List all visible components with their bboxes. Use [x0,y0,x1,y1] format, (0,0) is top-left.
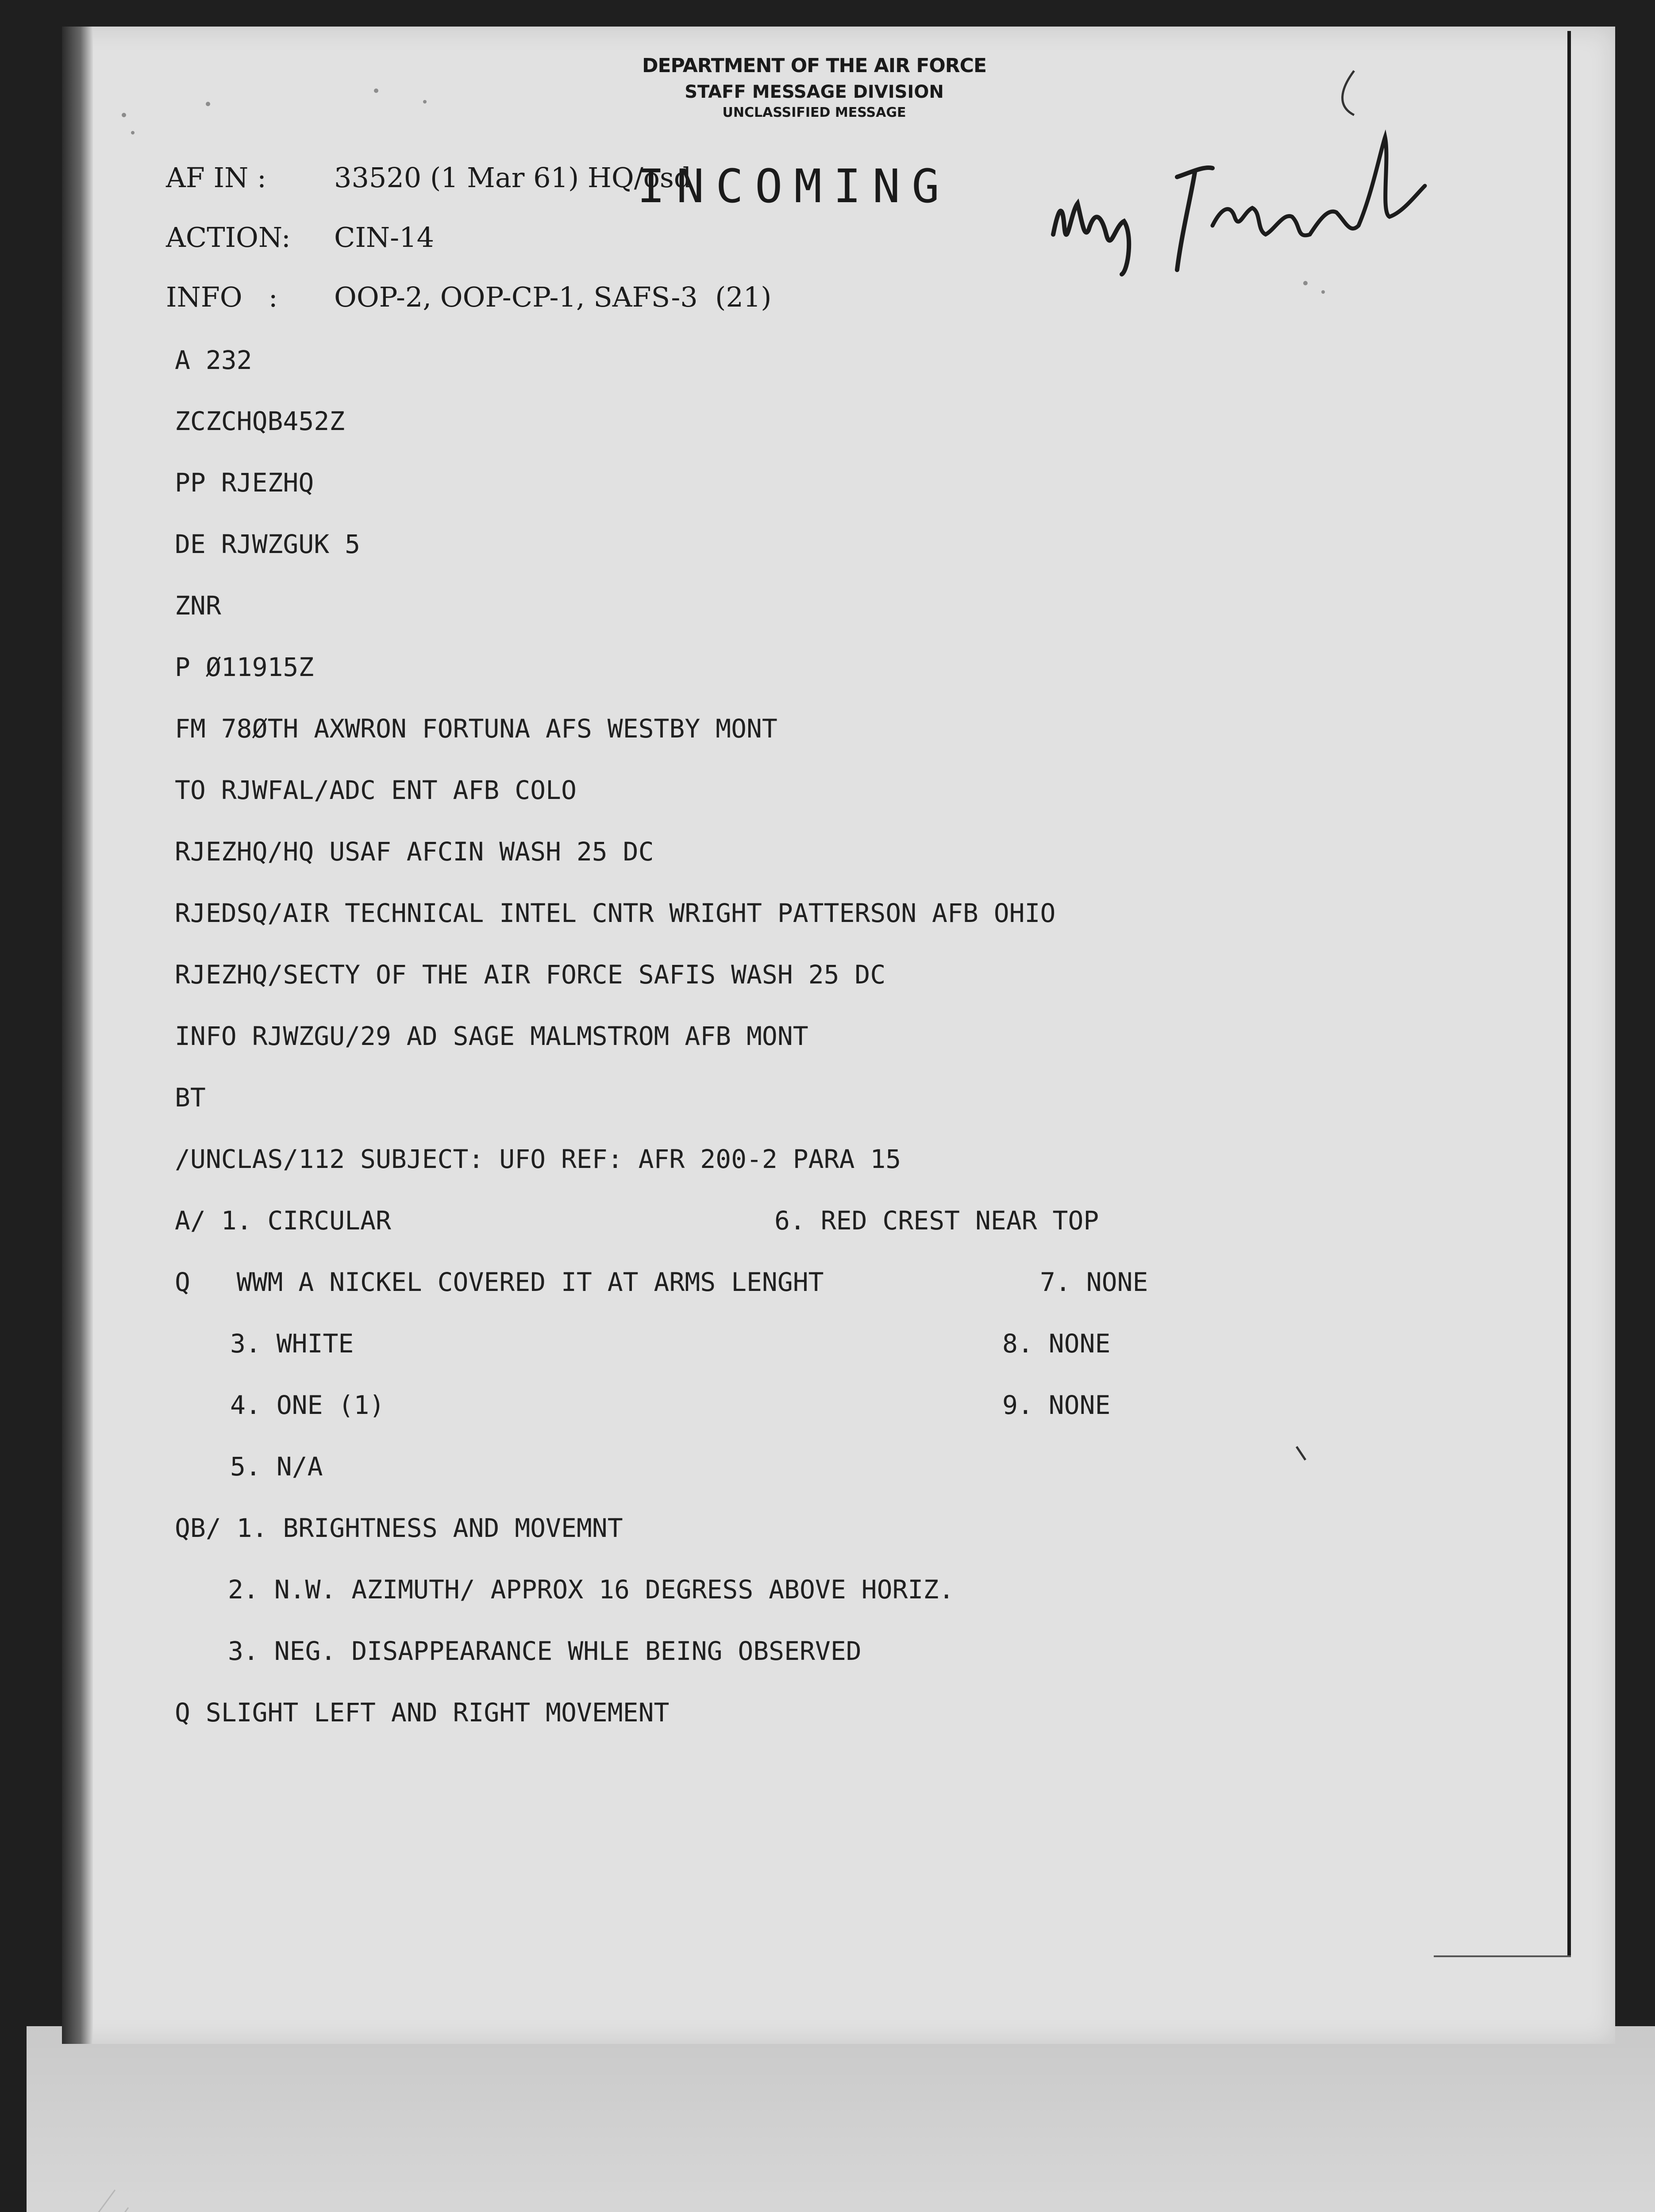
answer-a7: 7. NONE [1040,1267,1148,1297]
routing-line: FM 78ØTH AXWRON FORTUNA AFS WESTBY MONT [175,714,777,744]
department-title: DEPARTMENT OF THE AIR FORCE [642,54,987,77]
answer-a1: A/ 1. CIRCULAR [175,1206,391,1236]
routing-line: INFO RJWZGU/29 AD SAGE MALMSTROM AFB MONT [175,1021,808,1051]
handwritten-signature [1044,124,1434,310]
answer-b1: QB/ 1. BRIGHTNESS AND MOVEMNT [175,1513,623,1543]
routing-line: TO RJWFAL/ADC ENT AFB COLO [175,775,577,805]
scan-background [27,2026,1655,2212]
routing-line: ZNR [175,591,221,621]
routing-line: PP RJEZHQ [175,468,314,498]
answer-a5: 5. N/A [230,1452,323,1482]
af-in-value: 33520 (1 Mar 61) HQ/osd [334,161,692,194]
answer-a3: 3. WHITE [230,1329,354,1359]
subject-line: /UNCLAS/112 SUBJECT: UFO REF: AFR 200-2 PARA 15 [175,1144,901,1174]
info-label: INFO : [166,281,278,313]
info-row [166,281,771,313]
af-in-row [166,161,691,194]
answer-b3: 3. NEG. DISAPPEARANCE WHLE BEING OBSERVED [228,1636,862,1666]
answer-a4: 4. ONE (1) [230,1390,385,1420]
classification-label: UNCLASSIFIED MESSAGE [722,105,906,120]
answer-a8: 8. NONE [1002,1329,1111,1359]
answer-q4: Q SLIGHT LEFT AND RIGHT MOVEMENT [175,1697,670,1728]
routing-line: P Ø11915Z [175,652,314,682]
answer-a6: 6. RED CREST NEAR TOP [774,1206,1099,1236]
action-value: CIN-14 [334,221,435,253]
action-label: ACTION: [166,221,291,253]
action-row [166,221,434,253]
incoming-stamp: INCOMING [637,159,951,213]
routing-line: RJEZHQ/HQ USAF AFCIN WASH 25 DC [175,837,654,867]
division-title: STAFF MESSAGE DIVISION [685,82,944,102]
page-edge-shadow [62,27,93,2044]
info-value: OOP-2, OOP-CP-1, SAFS-3 (21) [334,281,772,313]
answer-a9: 9. NONE [1002,1390,1111,1420]
routing-line: DE RJWZGUK 5 [175,529,361,559]
answer-q2: Q WWM A NICKEL COVERED IT AT ARMS LENGHT [175,1267,824,1297]
handwritten-note: A 232 [175,345,252,375]
routing-line: ZCZCHQB452Z [175,406,345,436]
right-margin-rule [1567,31,1571,1955]
routing-line: RJEDSQ/AIR TECHNICAL INTEL CNTR WRIGHT PATTERSON AFB OHIO [175,898,1056,928]
routing-line: BT [175,1083,206,1113]
routing-line: RJEZHQ/SECTY OF THE AIR FORCE SAFIS WASH 25 DC [175,960,886,990]
message-header [549,52,1080,121]
answer-b2: 2. N.W. AZIMUTH/ APPROX 16 DEGRESS ABOVE HORIZ. [228,1575,955,1605]
af-in-label: AF IN : [166,161,266,194]
bottom-margin-rule [1434,1955,1571,1957]
